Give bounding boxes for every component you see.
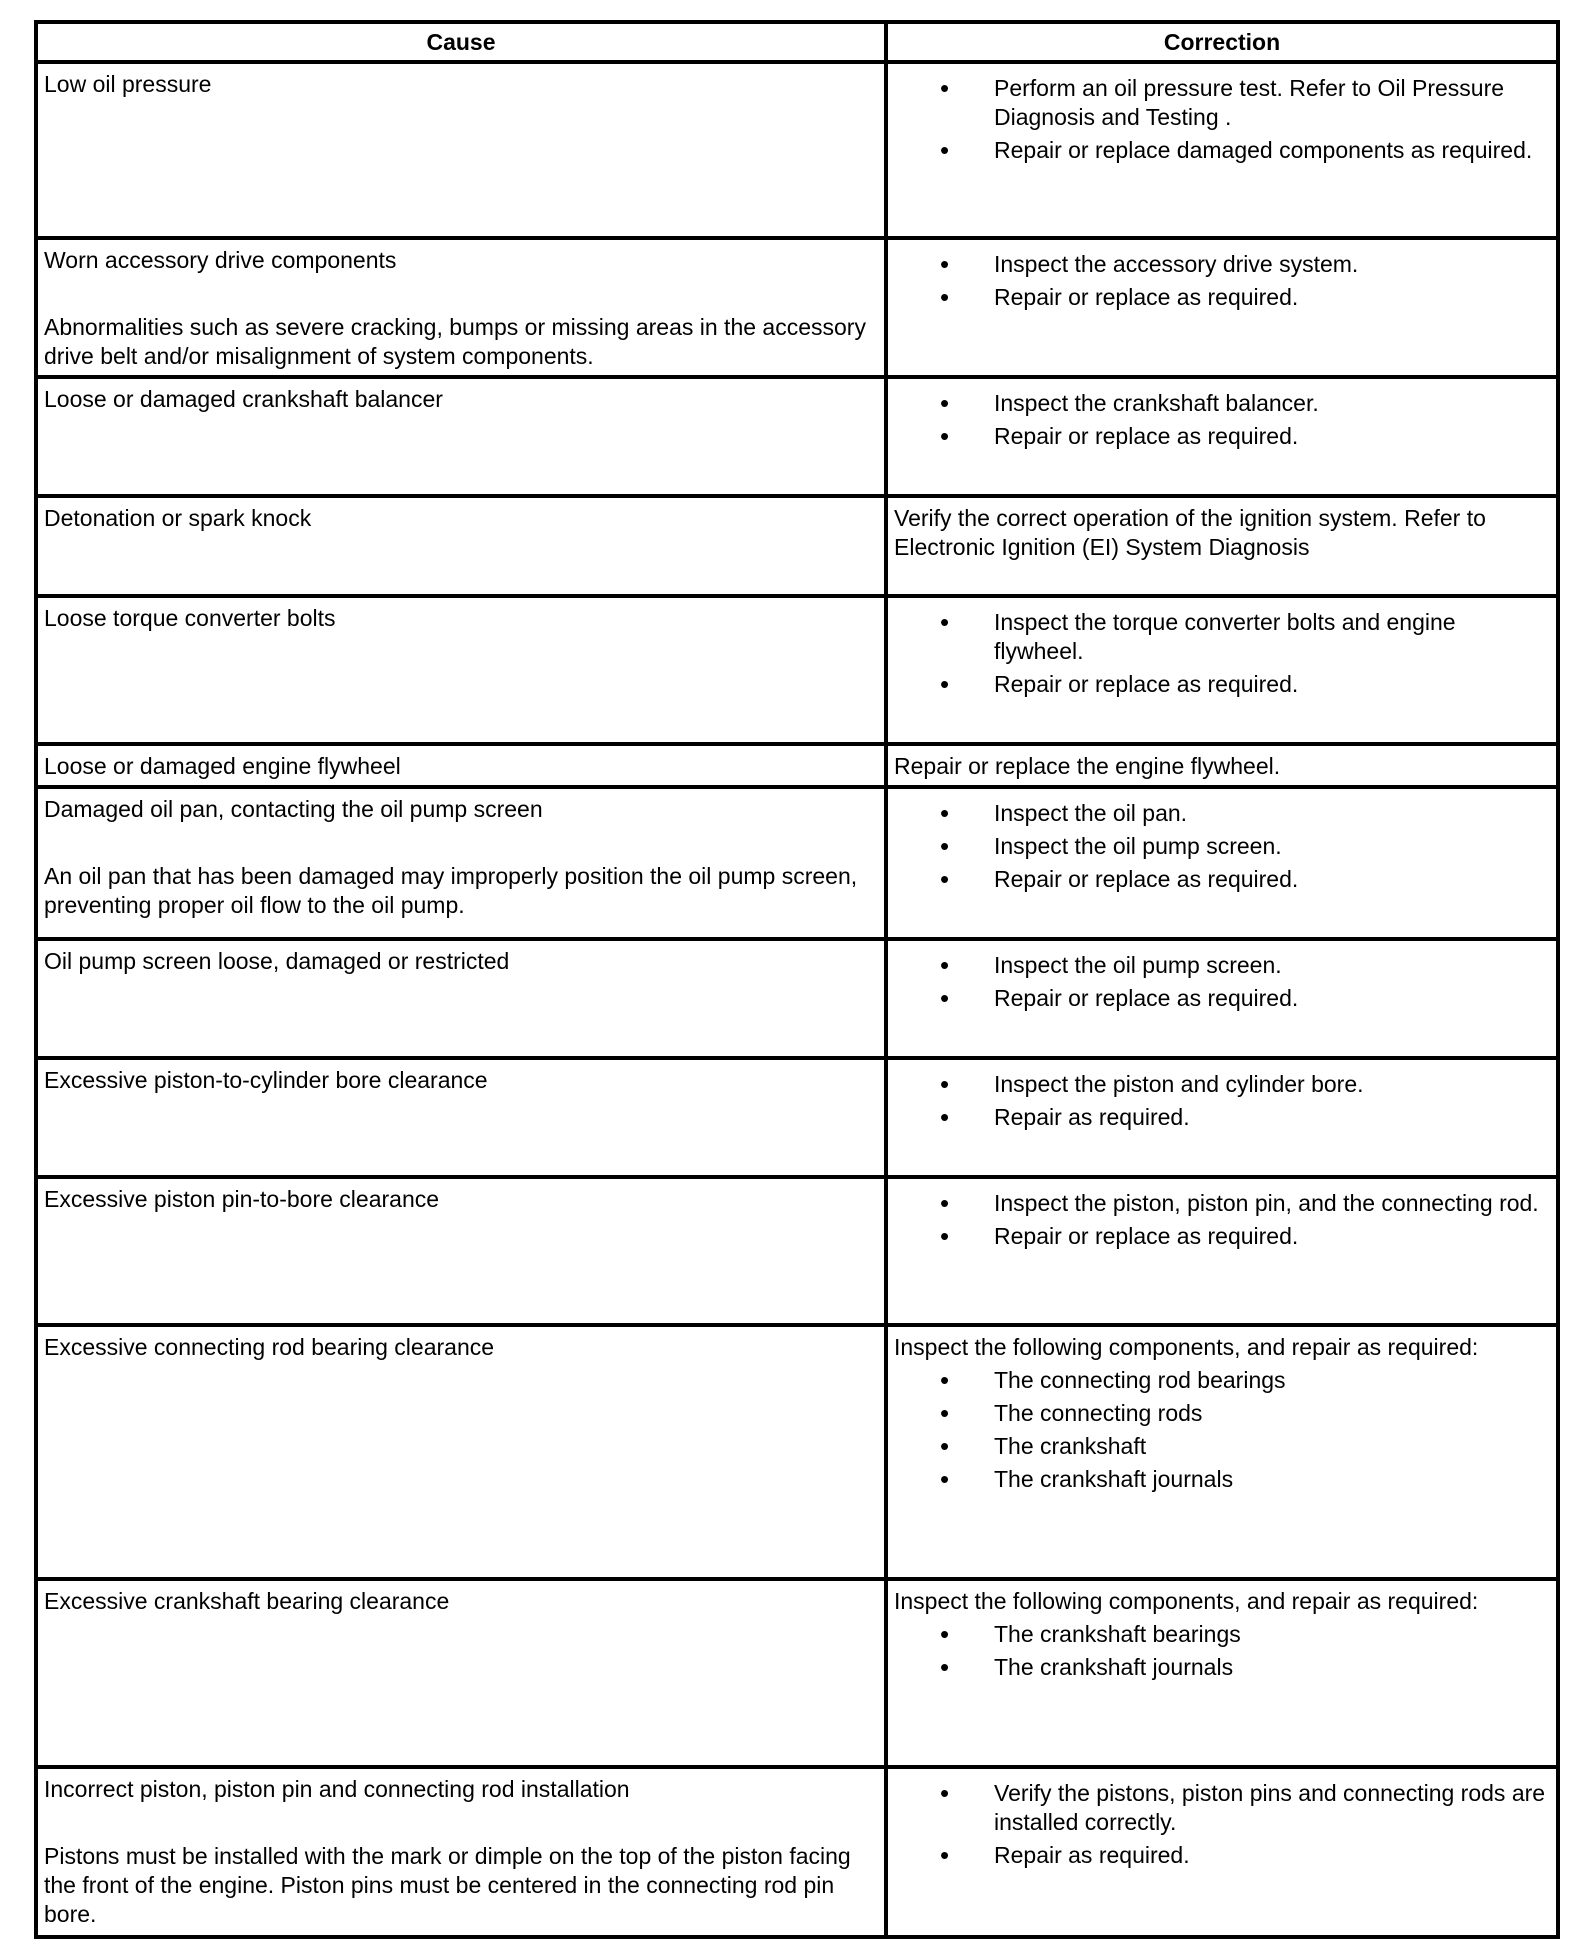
cause-cell xyxy=(36,939,886,1058)
correction-cell xyxy=(886,377,1558,496)
cause-text: Loose or damaged crankshaft balancer xyxy=(44,386,443,412)
cause-text: Oil pump screen loose, damaged or restricted xyxy=(44,948,510,974)
header-correction: Correction xyxy=(886,22,1558,62)
correction-list-item: • Perform an oil pressure test. Refer to Oil Pressure Diagnosis and Testing . xyxy=(994,74,1550,132)
cause-text: Excessive piston pin-to-bore clearance xyxy=(44,1186,440,1212)
correction-list-item: • Repair or replace as required. xyxy=(994,422,1550,451)
table-row xyxy=(36,1579,1558,1767)
table-row xyxy=(36,1325,1558,1579)
table-row xyxy=(36,377,1558,496)
correction-text: Repair or replace the engine flywheel. xyxy=(894,753,1281,779)
table-row xyxy=(36,1058,1558,1177)
correction-list-item: • Repair or replace damaged components as required. xyxy=(994,136,1550,165)
correction-cell xyxy=(886,1579,1558,1767)
correction-list-item: • Inspect the torque converter bolts and engine flywheel. xyxy=(994,608,1550,666)
correction-cell xyxy=(886,787,1558,939)
cause-cell xyxy=(36,1325,886,1579)
correction-cell xyxy=(886,596,1558,744)
correction-list-item: • Repair or replace as required. xyxy=(994,283,1550,312)
table-row xyxy=(36,238,1558,377)
correction-list-item: • Repair as required. xyxy=(994,1103,1550,1132)
cause-text: Damaged oil pan, contacting the oil pump screen xyxy=(44,796,543,822)
cause-cell xyxy=(36,496,886,596)
correction-list-item: • Inspect the oil pan. xyxy=(994,799,1550,828)
correction-list xyxy=(894,74,1550,165)
correction-cell xyxy=(886,1177,1558,1325)
cause-cell xyxy=(36,787,886,939)
correction-list xyxy=(894,250,1550,312)
correction-list-item: • The crankshaft journals xyxy=(994,1465,1550,1494)
table-row xyxy=(36,1767,1558,1937)
correction-list xyxy=(894,1070,1550,1132)
correction-list xyxy=(894,1779,1550,1870)
correction-list-item: • Repair or replace as required. xyxy=(994,1222,1550,1251)
cause-text: Incorrect piston, piston pin and connecting rod installation xyxy=(44,1776,630,1802)
cause-cell xyxy=(36,596,886,744)
table-row xyxy=(36,939,1558,1058)
correction-cell xyxy=(886,939,1558,1058)
correction-list-item: • The crankshaft journals xyxy=(994,1653,1550,1682)
correction-list-item: • Inspect the piston and cylinder bore. xyxy=(994,1070,1550,1099)
correction-text: Verify the correct operation of the ignition system. Refer to Electronic Ignition (EI) System Diagnosis xyxy=(894,505,1486,560)
correction-list-item: • Repair or replace as required. xyxy=(994,865,1550,894)
correction-list xyxy=(894,951,1550,1013)
correction-list-item: • The crankshaft bearings xyxy=(994,1620,1550,1649)
cause-text: Loose or damaged engine flywheel xyxy=(44,753,401,779)
table-row xyxy=(36,596,1558,744)
cause-note: Pistons must be installed with the mark or dimple on the top of the piston facing the front of the engine. Piston pins must be centered in the connecting rod pin bore. xyxy=(44,1843,851,1927)
correction-cell xyxy=(886,238,1558,377)
correction-list-item: • Repair as required. xyxy=(994,1841,1550,1870)
correction-list xyxy=(894,1366,1550,1494)
correction-cell xyxy=(886,496,1558,596)
correction-list-item: • Repair or replace as required. xyxy=(994,670,1550,699)
correction-cell xyxy=(886,1325,1558,1579)
cause-cell xyxy=(36,238,886,377)
correction-list-item: • The connecting rods xyxy=(994,1399,1550,1428)
cause-cell xyxy=(36,1767,886,1937)
correction-text: Inspect the following components, and repair as required: xyxy=(894,1334,1479,1360)
table-row xyxy=(36,744,1558,787)
cause-text: Loose torque converter bolts xyxy=(44,605,336,631)
cause-note: Abnormalities such as severe cracking, bumps or missing areas in the accessory drive belt and/or misalignment of system components. xyxy=(44,314,866,369)
cause-text: Excessive connecting rod bearing clearance xyxy=(44,1334,495,1360)
correction-list-item: • The connecting rod bearings xyxy=(994,1366,1550,1395)
correction-list-item: • Inspect the crankshaft balancer. xyxy=(994,389,1550,418)
correction-list-item: • The crankshaft xyxy=(994,1432,1550,1461)
correction-cell xyxy=(886,1058,1558,1177)
cause-cell xyxy=(36,744,886,787)
table-row xyxy=(36,62,1558,238)
cause-text: Excessive crankshaft bearing clearance xyxy=(44,1588,450,1614)
correction-list xyxy=(894,1620,1550,1682)
correction-cell xyxy=(886,1767,1558,1937)
correction-list-item: • Inspect the oil pump screen. xyxy=(994,951,1550,980)
cause-cell xyxy=(36,377,886,496)
header-row xyxy=(36,22,1558,62)
cause-text: Worn accessory drive components xyxy=(44,247,397,273)
cause-cell xyxy=(36,62,886,238)
table-row xyxy=(36,787,1558,939)
correction-text: Inspect the following components, and repair as required: xyxy=(894,1588,1479,1614)
table-row xyxy=(36,496,1558,596)
cause-text: Low oil pressure xyxy=(44,71,212,97)
header-cause: Cause xyxy=(36,22,886,62)
correction-cell xyxy=(886,744,1558,787)
cause-text: Excessive piston-to-cylinder bore clearance xyxy=(44,1067,488,1093)
correction-list xyxy=(894,608,1550,699)
correction-list xyxy=(894,799,1550,894)
correction-list xyxy=(894,389,1550,451)
correction-list xyxy=(894,1189,1550,1251)
correction-cell xyxy=(886,62,1558,238)
correction-list-item: • Verify the pistons, piston pins and connecting rods are installed correctly. xyxy=(994,1779,1550,1837)
cause-cell xyxy=(36,1579,886,1767)
correction-list-item: • Inspect the oil pump screen. xyxy=(994,832,1550,861)
cause-cell xyxy=(36,1058,886,1177)
cause-note: An oil pan that has been damaged may improperly position the oil pump screen, preventing proper oil flow to the oil pump. xyxy=(44,863,858,918)
diagnostic-table xyxy=(34,20,1560,1939)
table-body xyxy=(36,62,1558,1937)
correction-list-item: • Inspect the piston, piston pin, and the connecting rod. xyxy=(994,1189,1550,1218)
cause-cell xyxy=(36,1177,886,1325)
correction-list-item: • Repair or replace as required. xyxy=(994,984,1550,1013)
table-row xyxy=(36,1177,1558,1325)
correction-list-item: • Inspect the accessory drive system. xyxy=(994,250,1550,279)
cause-text: Detonation or spark knock xyxy=(44,505,312,531)
